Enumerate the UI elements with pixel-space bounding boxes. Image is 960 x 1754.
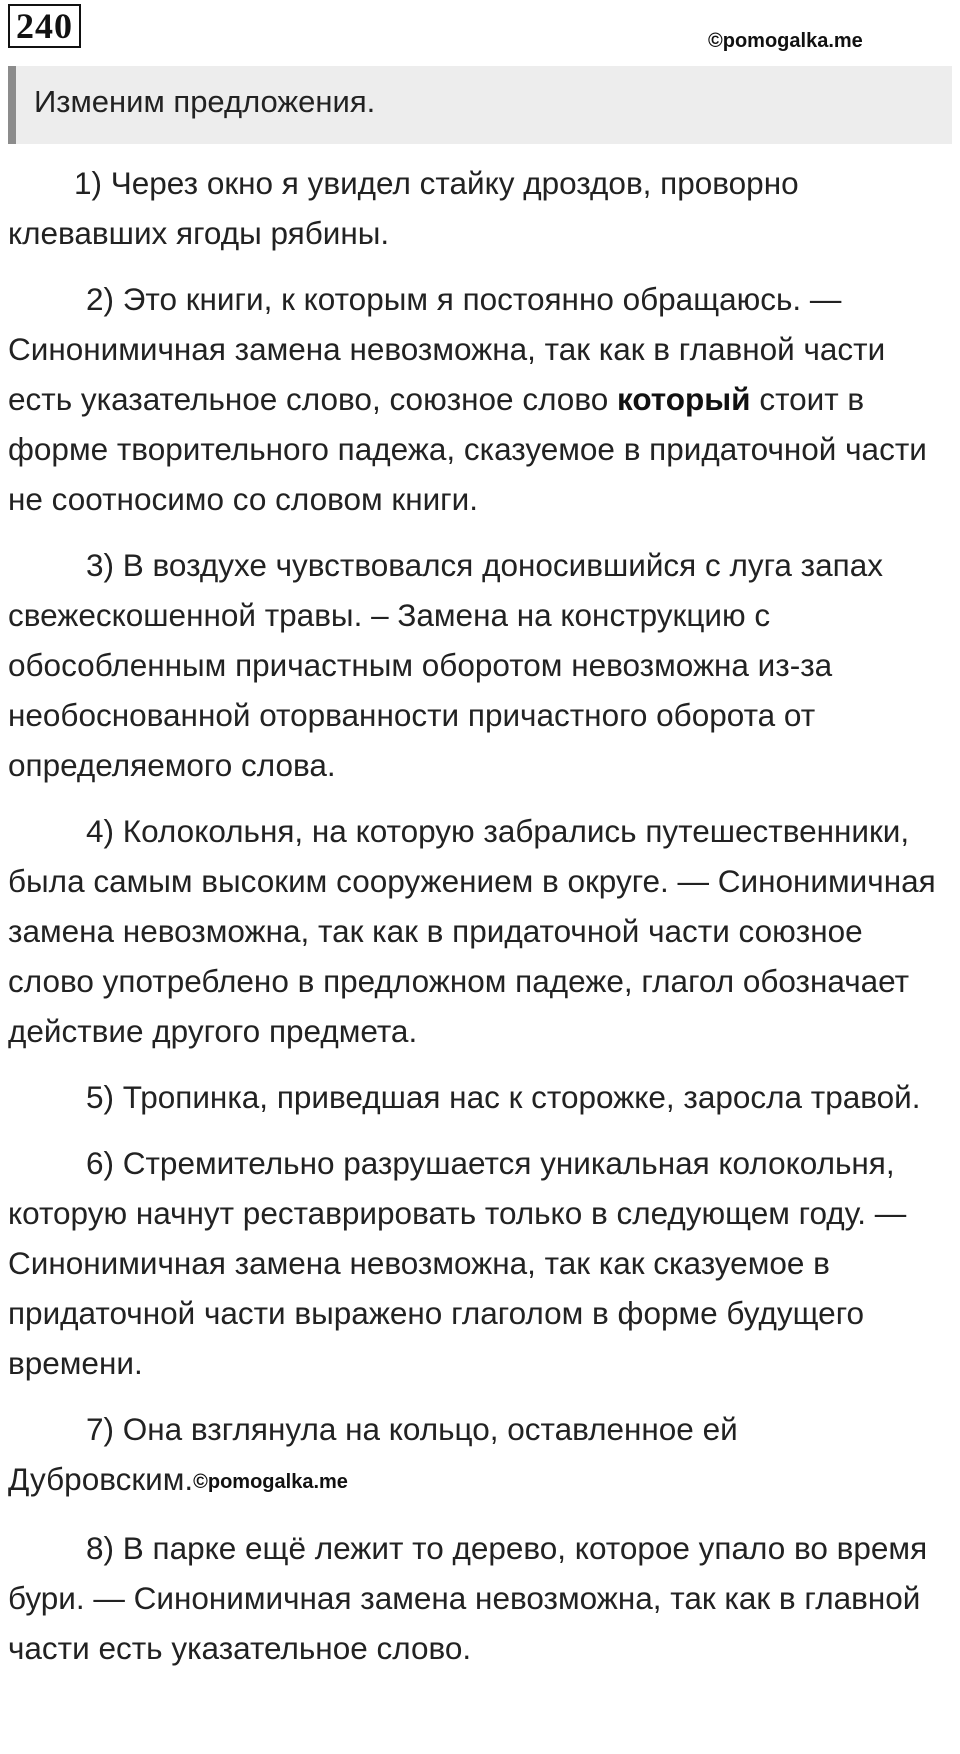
answer-paragraph-2: [8, 274, 954, 524]
answer-content: [8, 158, 954, 1689]
paragraph-7-text: 7) Она взглянула на кольцо, оставленное ей Дубровским.: [8, 1411, 738, 1497]
answer-paragraph-6: 6) Стремительно разрушается уникальная колокольня, которую начнут реставрировать только в следующем году. — Синонимичная замена невозможна, так как сказуемое в придаточной части выражено глаголом в форме будущего времени.: [8, 1145, 907, 1381]
answer-paragraph-5: 5) Тропинка, приведшая нас к сторожке, заросла травой.: [86, 1079, 921, 1115]
section-header-text: Изменим предложения.: [34, 84, 376, 119]
answer-paragraph-3: 3) В воздухе чувствовался доносившийся с луга запах свежескошенной травы. – Замена на конструкцию с обособленным причастным оборотом невозможна из-за необоснованной оторванности причастного оборота от определяемого слова.: [8, 547, 883, 783]
inline-watermark: ©pomogalka.me: [193, 1471, 348, 1493]
paragraph-2-text-start: 2) Это книги, к которым я постоянно обращаюсь. — Синонимичная замена невозможна, так как в главной части есть указательное слово, союзное слово: [8, 281, 886, 417]
watermark: ©pomogalka.me: [708, 30, 863, 52]
bold-term: который: [616, 381, 751, 417]
answer-paragraph-4: 4) Колокольня, на которую забрались путешественники, была самым высоким сооружением в округе. — Синонимичная замена невозможна, так как в придаточной части союзное слово употреблено в предложном падеже, глагол обозначает действие другого предмета.: [8, 813, 936, 1049]
answer-paragraph-8: 8) В парке ещё лежит то дерево, которое упало во время бури. — Синонимичная замена невозможна, так как в главной части есть указательное слово.: [8, 1530, 928, 1666]
answer-paragraph-7: [8, 1404, 954, 1507]
section-header: [8, 66, 952, 144]
paragraph-2-text-end: стоит в форме творительного падежа, сказуемое в придаточной части не соотносимо со словом книги.: [8, 381, 927, 517]
task-number: 240: [8, 4, 81, 48]
answer-paragraph-1: 1) Через окно я увидел стайку дроздов, проворно клевавших ягоды рябины.: [8, 165, 799, 251]
